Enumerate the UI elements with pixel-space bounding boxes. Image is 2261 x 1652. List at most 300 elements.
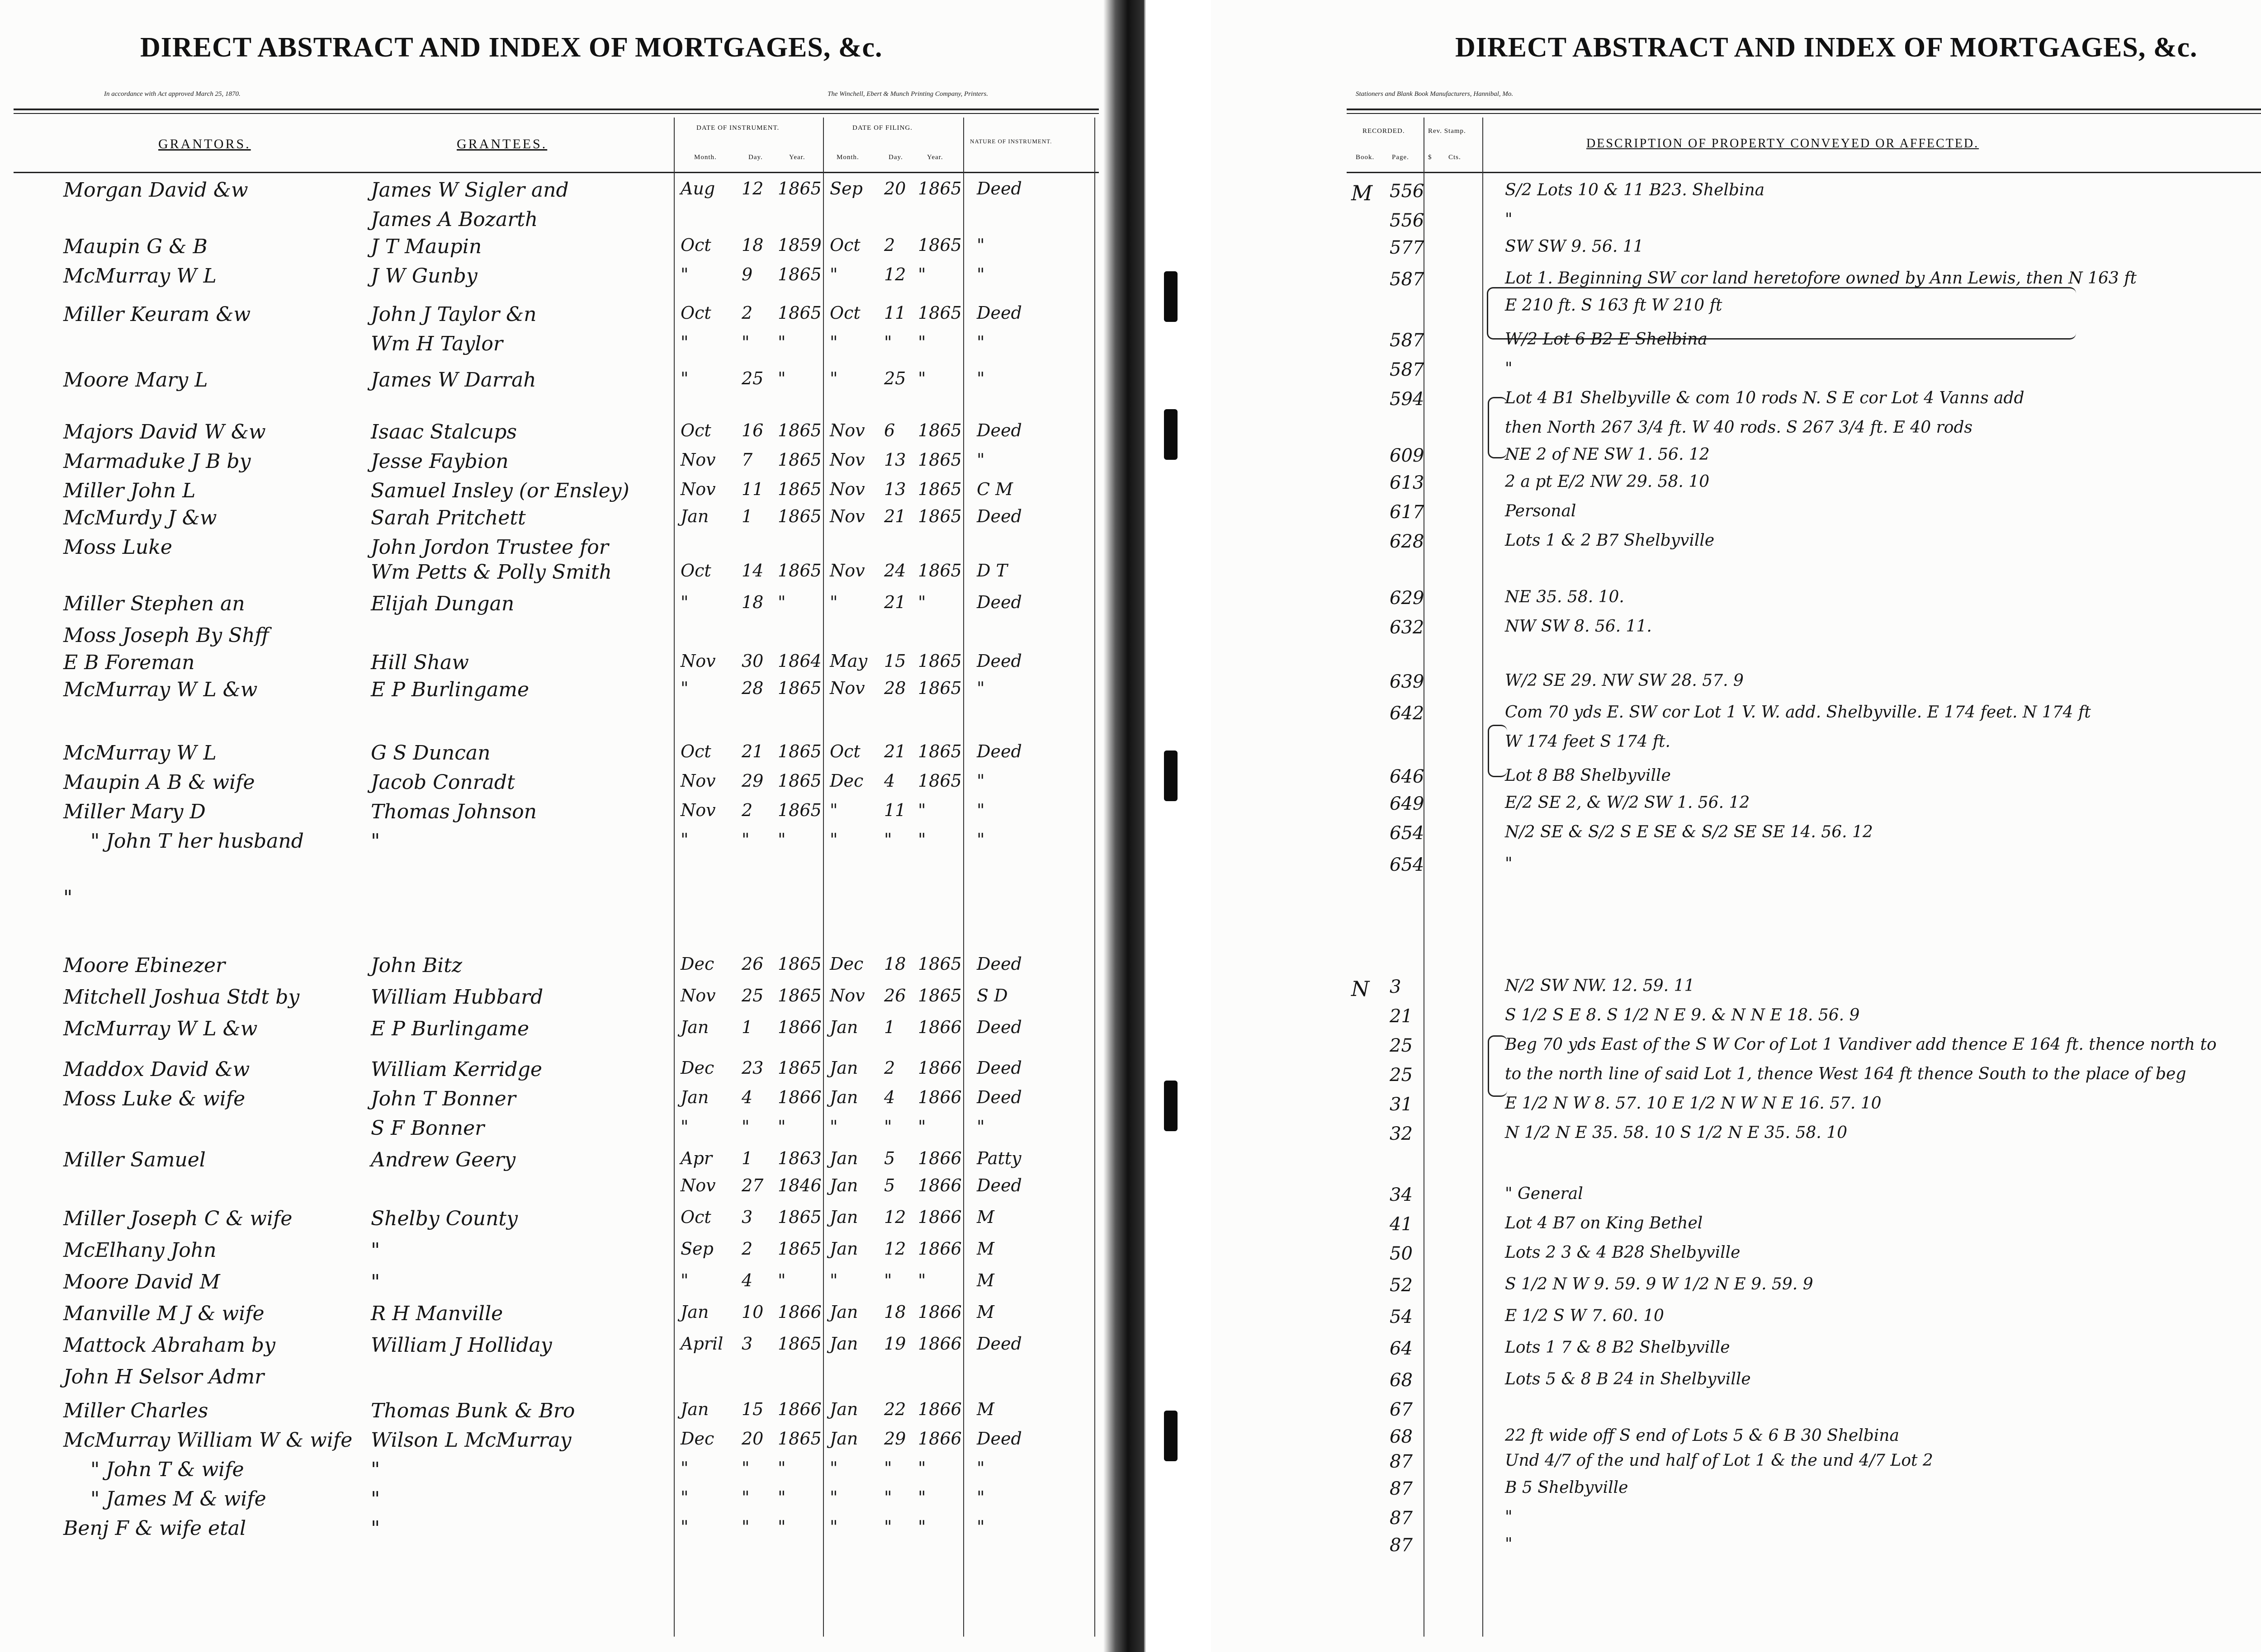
instrument-nature: " [977, 1117, 985, 1137]
header-rule-top-2 [14, 113, 1099, 114]
instrument-nature: Deed [977, 1087, 1022, 1107]
grantee-name: John Bitz [371, 954, 463, 977]
instrument-day: " [742, 1517, 750, 1537]
filing-year: 1865 [918, 235, 962, 255]
instrument-nature: M [977, 1207, 994, 1227]
grantor-name: Maupin A B & wife [63, 771, 255, 794]
filing-day: 22 [884, 1399, 906, 1419]
property-description: " [1505, 210, 1513, 229]
filing-day: 4 [884, 771, 895, 791]
filing-year: 1865 [918, 741, 962, 761]
filing-year: " [918, 1487, 926, 1507]
grantor-name: Moore Ebinezer [63, 954, 226, 977]
filing-day: 13 [884, 479, 906, 499]
act-note: In accordance with Act approved March 25, 1870. [104, 90, 241, 98]
instrument-month: Apr [681, 1148, 712, 1168]
page-number: 25 [1390, 1035, 1413, 1056]
page-number: 629 [1390, 588, 1424, 609]
ledger-row [0, 1517, 1094, 1544]
nature-header: NATURE OF INSTRUMENT. [970, 138, 1052, 145]
ledger-row [0, 1365, 1094, 1392]
page-number: 50 [1390, 1243, 1413, 1264]
instrument-day: 14 [742, 561, 764, 581]
instrument-month: " [681, 678, 689, 698]
page-number: 594 [1390, 389, 1424, 410]
grantee-name: R H Manville [371, 1302, 503, 1325]
filing-month: Oct [830, 303, 861, 323]
binder-hole [1164, 409, 1178, 460]
property-description: W/2 Lot 6 B2 E Shelbina [1505, 330, 1708, 349]
instrument-day: 15 [742, 1399, 764, 1419]
page-number: 52 [1390, 1275, 1413, 1296]
filing-month: Nov [830, 450, 865, 470]
instrument-nature: Deed [977, 179, 1022, 198]
filing-month: " [830, 800, 838, 820]
filing-month: " [830, 592, 838, 612]
grantor-name: Manville M J & wife [63, 1302, 265, 1325]
filing-day: 5 [884, 1175, 895, 1195]
instrument-month: Jan [681, 1399, 709, 1419]
instrument-month: Nov [681, 651, 716, 671]
filing-year: 1866 [918, 1207, 962, 1227]
instrument-nature: " [977, 830, 985, 850]
grantee-name: G S Duncan [371, 741, 491, 765]
grantor-name: McElhany John [63, 1239, 217, 1262]
instrument-year: 1865 [778, 264, 822, 284]
instrument-day: " [742, 830, 750, 850]
filing-day: 11 [884, 800, 906, 820]
grantor-name: McMurray W L [63, 264, 217, 288]
instrument-nature: M [977, 1239, 994, 1259]
filing-year: " [918, 1517, 926, 1537]
filing-year: " [918, 1117, 926, 1137]
ledger-row [0, 479, 1094, 506]
grantee-name: " [371, 1458, 380, 1481]
page-number: 639 [1390, 671, 1424, 692]
binding-shadow [1103, 0, 1144, 1652]
property-description: N 1/2 N E 35. 58. 10 S 1/2 N E 35. 58. 10 [1505, 1123, 1847, 1142]
grantee-name: " [371, 1487, 380, 1510]
grantor-name: Mitchell Joshua Stdt by [63, 986, 300, 1009]
property-description: Lots 5 & 8 B 24 in Shelbyville [1505, 1370, 1751, 1388]
grantors-header: GRANTORS. [158, 137, 251, 151]
ledger-row [0, 624, 1094, 651]
header-rule-top [14, 109, 1099, 110]
page-number: 87 [1390, 1508, 1413, 1529]
grantor-name: McMurray W L &w [63, 1017, 258, 1040]
property-description: Lot 8 B8 Shelbyville [1505, 766, 1671, 785]
binder-hole [1164, 1081, 1178, 1131]
ledger-row [0, 536, 1094, 563]
filing-day: 26 [884, 986, 906, 1005]
instrument-nature: M [977, 1302, 994, 1322]
instrument-nature: " [977, 450, 985, 470]
grantor-name: Moss Luke [63, 536, 172, 559]
property-description: SW SW 9. 56. 11 [1505, 237, 1644, 256]
instrument-month: Dec [681, 1429, 714, 1449]
filing-day: " [884, 332, 892, 352]
ledger-row [0, 800, 1094, 827]
sub-month-1: Month. [694, 154, 717, 161]
instrument-year: 1859 [778, 235, 822, 255]
filing-year: 1866 [918, 1148, 962, 1168]
filing-month: Nov [830, 678, 865, 698]
filing-year: " [918, 264, 926, 284]
grantor-name: Miller John L [63, 479, 196, 502]
page-number: 87 [1390, 1478, 1413, 1499]
ledger-row [0, 561, 1094, 588]
filing-year: " [918, 830, 926, 850]
property-description: E 1/2 S W 7. 60. 10 [1505, 1307, 1664, 1325]
instrument-day: 2 [742, 303, 753, 323]
filing-year: 1865 [918, 450, 962, 470]
property-description: E 210 ft. S 163 ft W 210 ft [1505, 296, 1722, 315]
instrument-day: 25 [742, 368, 764, 388]
ledger-row [0, 450, 1094, 477]
instrument-year: 1866 [778, 1087, 822, 1107]
property-description: N/2 SE & S/2 S E SE & S/2 SE SE 14. 56. 12 [1505, 823, 1873, 841]
grantee-name: S F Bonner [371, 1117, 485, 1140]
filing-month: " [830, 1517, 838, 1537]
sub-cts: Cts. [1448, 154, 1461, 161]
property-description: " [1505, 359, 1513, 378]
filing-month: " [830, 830, 838, 850]
filing-year: 1866 [918, 1334, 962, 1354]
instrument-year: " [778, 830, 786, 850]
filing-year: " [918, 800, 926, 820]
filing-year: 1866 [918, 1058, 962, 1078]
property-description: W/2 SE 29. NW SW 28. 57. 9 [1505, 671, 1744, 690]
grantor-name: McMurray W L &w [63, 678, 258, 701]
instrument-nature: M [977, 1270, 994, 1290]
instrument-month: Aug [681, 179, 715, 198]
filing-year: 1865 [918, 179, 962, 198]
sub-year-2: Year. [927, 154, 943, 161]
instrument-month: April [681, 1334, 724, 1354]
page-number: 68 [1390, 1370, 1413, 1391]
filing-month: Nov [830, 506, 865, 526]
property-description: S 1/2 N W 9. 59. 9 W 1/2 N E 9. 59. 9 [1505, 1275, 1813, 1293]
filing-day: 12 [884, 1239, 906, 1259]
instrument-month: Nov [681, 800, 716, 820]
instrument-nature: C M [977, 479, 1013, 499]
grantor-name: Miller Mary D [63, 800, 206, 823]
page-number: 556 [1390, 210, 1424, 231]
property-description: to the north line of said Lot 1, thence West 164 ft thence South to the place of beg [1505, 1065, 2186, 1083]
instrument-year: 1865 [778, 1429, 822, 1449]
instrument-year: " [778, 1517, 786, 1537]
instrument-month: Oct [681, 1207, 711, 1227]
property-description: S/2 Lots 10 & 11 B23. Shelbina [1505, 181, 1765, 199]
property-description: " [1505, 1508, 1513, 1526]
instrument-year: 1865 [778, 506, 822, 526]
filing-day: " [884, 830, 892, 850]
filing-year: 1866 [918, 1175, 962, 1195]
grantee-name: William Kerridge [371, 1058, 542, 1081]
instrument-month: Jan [681, 1302, 709, 1322]
instrument-nature: Deed [977, 1017, 1022, 1037]
page-number: 87 [1390, 1535, 1413, 1556]
binder-hole [1164, 1411, 1178, 1461]
filing-day: 12 [884, 264, 906, 284]
filing-year: 1865 [918, 303, 962, 323]
page-number: 577 [1390, 237, 1424, 258]
instrument-day: 11 [742, 479, 764, 499]
property-description: NE 2 of NE SW 1. 56. 12 [1505, 445, 1710, 464]
page-number: 54 [1390, 1307, 1413, 1327]
instrument-month: Dec [681, 1058, 714, 1078]
grantee-name: " [371, 1270, 380, 1293]
instrument-nature: Deed [977, 1175, 1022, 1195]
grantee-name: Hill Shaw [371, 651, 469, 674]
grantor-name: Maddox David &w [63, 1058, 250, 1081]
grantee-name: " [371, 1517, 380, 1540]
instrument-day: 3 [742, 1207, 753, 1227]
page-number: 628 [1390, 531, 1424, 552]
page-number: 64 [1390, 1338, 1413, 1359]
filing-day: 29 [884, 1429, 906, 1449]
instrument-day: " [742, 1487, 750, 1507]
filing-day: 12 [884, 1207, 906, 1227]
property-description: " General [1505, 1185, 1583, 1203]
filing-day: 6 [884, 420, 895, 440]
filing-year: 1865 [918, 561, 962, 581]
instrument-month: Nov [681, 771, 716, 791]
page-number: 41 [1390, 1214, 1413, 1235]
instrument-year: 1866 [778, 1017, 822, 1037]
grantor-name: E B Foreman [63, 651, 195, 674]
filing-month: Jan [830, 1207, 858, 1227]
page-number: 587 [1390, 269, 1424, 290]
instrument-month: " [681, 592, 689, 612]
instrument-day: 1 [742, 1148, 753, 1168]
property-description: Lot 4 B1 Shelbyville & com 10 rods N. S E cor Lot 4 Vanns add [1505, 389, 2024, 407]
book-letter: M [1351, 181, 1373, 205]
instrument-nature: Deed [977, 741, 1022, 761]
description-header: DESCRIPTION OF PROPERTY CONVEYED OR AFFECTED. [1586, 137, 1979, 151]
grantor-name: Miller Joseph C & wife [63, 1207, 293, 1230]
instrument-month: Oct [681, 235, 711, 255]
filing-month: May [830, 651, 868, 671]
grantor-name: Mattock Abraham by [63, 1334, 275, 1357]
grantor-name: McMurray William W & wife [63, 1429, 353, 1452]
instrument-year: 1863 [778, 1148, 822, 1168]
instrument-day: " [742, 1117, 750, 1137]
filing-month: Nov [830, 420, 865, 440]
grantee-name: Elijah Dungan [371, 592, 515, 615]
ledger-row [0, 592, 1094, 619]
grantor-name: Miller Stephen an [63, 592, 245, 615]
right-page-title: DIRECT ABSTRACT AND INDEX OF MORTGAGES, &c. [1455, 32, 2198, 63]
instrument-year: 1865 [778, 420, 822, 440]
instrument-day: 29 [742, 771, 764, 791]
filing-day: 2 [884, 1058, 895, 1078]
instrument-nature: D T [977, 561, 1008, 581]
instrument-nature: Deed [977, 651, 1022, 671]
page-number: 556 [1390, 181, 1424, 202]
filing-month: " [830, 332, 838, 352]
page-number: 34 [1390, 1185, 1413, 1205]
grantee-name: Thomas Bunk & Bro [371, 1399, 575, 1422]
sub-month-2: Month. [837, 154, 859, 161]
sub-day-2: Day. [889, 154, 903, 161]
page-number: 642 [1390, 703, 1424, 724]
grantor-name: Maupin G & B [63, 235, 208, 258]
grantee-name: E P Burlingame [371, 678, 530, 701]
instrument-day: 2 [742, 800, 753, 820]
page-number: 87 [1390, 1451, 1413, 1472]
ledger-row [0, 1087, 1094, 1114]
filing-day: " [884, 1458, 892, 1478]
filing-day: 24 [884, 561, 906, 581]
grantee-name: Wm Petts & Polly Smith [371, 561, 612, 584]
property-description: Lot 1. Beginning SW cor land heretofore owned by Ann Lewis, then N 163 ft [1505, 269, 2137, 288]
filing-day: 21 [884, 592, 906, 612]
instrument-month: Dec [681, 954, 714, 974]
ledger-row [0, 1117, 1094, 1144]
ledger-row [0, 235, 1094, 262]
filing-month: " [830, 1270, 838, 1290]
grantor-name: Moore Mary L [63, 368, 208, 392]
rev-stamp-header: Rev. Stamp. [1428, 127, 1466, 135]
instrument-year: 1865 [778, 450, 822, 470]
header-rule-bottom [1347, 172, 2261, 173]
filing-year: 1865 [918, 954, 962, 974]
filing-month: " [830, 264, 838, 284]
book-letter: N [1351, 977, 1370, 1001]
instrument-day: 18 [742, 235, 764, 255]
instrument-day: 30 [742, 651, 764, 671]
instrument-nature: Deed [977, 420, 1022, 440]
instrument-year: 1865 [778, 800, 822, 820]
instrument-nature: " [977, 1517, 985, 1537]
ledger-row [0, 1017, 1094, 1044]
instrument-month: Jan [681, 1017, 709, 1037]
filing-month: " [830, 1458, 838, 1478]
grantee-name: Wilson L McMurray [371, 1429, 572, 1452]
page-number: 587 [1390, 330, 1424, 351]
instrument-month: " [681, 1117, 689, 1137]
ledger-row [0, 771, 1094, 798]
instrument-month: Nov [681, 450, 716, 470]
instrument-month: Oct [681, 420, 711, 440]
instrument-year: " [778, 368, 786, 388]
instrument-month: Jan [681, 1087, 709, 1107]
instrument-nature: " [977, 1487, 985, 1507]
grantor-name: McMurdy J &w [63, 506, 217, 529]
sub-dollars: $ [1428, 154, 1432, 161]
ledger-row [0, 1458, 1094, 1485]
grantor-name: Morgan David &w [63, 179, 248, 202]
instrument-day: 1 [742, 1017, 753, 1037]
grantee-name: Jesse Faybion [371, 450, 509, 473]
filing-day: 1 [884, 1017, 895, 1037]
grantee-name: Sarah Pritchett [371, 506, 526, 529]
instrument-nature: Deed [977, 506, 1022, 526]
filing-month: Dec [830, 954, 864, 974]
instrument-day: 10 [742, 1302, 764, 1322]
instrument-year: " [778, 592, 786, 612]
instrument-month: Nov [681, 986, 716, 1005]
instrument-year: " [778, 332, 786, 352]
instrument-year: 1846 [778, 1175, 822, 1195]
grantor-name: " [63, 886, 73, 909]
property-description: 22 ft wide off S end of Lots 5 & 6 B 30 Shelbina [1505, 1426, 1899, 1445]
ledger-row [0, 678, 1094, 705]
property-description: Lots 1 7 & 8 B2 Shelbyville [1505, 1338, 1730, 1357]
filing-year: 1866 [918, 1429, 962, 1449]
instrument-year: 1866 [778, 1399, 822, 1419]
ledger-row [0, 506, 1094, 533]
grantee-name: Samuel Insley (or Ensley) [371, 479, 629, 502]
entry-bracket [1488, 1035, 1507, 1097]
instrument-nature: " [977, 800, 985, 820]
entry-bracket [1488, 725, 1507, 777]
property-description: E 1/2 N W 8. 57. 10 E 1/2 N W N E 16. 57. 10 [1505, 1094, 1882, 1113]
page-number: 654 [1390, 823, 1424, 844]
instrument-year: 1865 [778, 954, 822, 974]
instrument-year: 1865 [778, 741, 822, 761]
ledger-row [0, 1302, 1094, 1329]
sub-book: Book. [1356, 154, 1375, 161]
instrument-year: 1865 [778, 1334, 822, 1354]
filing-day: 21 [884, 741, 906, 761]
binding-gap [1144, 0, 1212, 1652]
grantor-name: Miller Keuram &w [63, 303, 251, 326]
ledger-row [0, 368, 1094, 396]
instrument-year: 1865 [778, 1207, 822, 1227]
filing-year: " [918, 332, 926, 352]
filing-year: 1865 [918, 479, 962, 499]
instrument-day: 1 [742, 506, 753, 526]
instrument-day: 20 [742, 1429, 764, 1449]
instrument-month: " [681, 1458, 689, 1478]
filing-year: 1866 [918, 1239, 962, 1259]
instrument-nature: " [977, 771, 985, 791]
instrument-nature: Deed [977, 303, 1022, 323]
page-number: 609 [1390, 445, 1424, 466]
grantee-name: James W Darrah [371, 368, 536, 392]
grantee-name: John J Taylor &n [371, 303, 537, 326]
filing-day: " [884, 1117, 892, 1137]
filing-day: " [884, 1517, 892, 1537]
left-ledger-page [0, 0, 1117, 1652]
grantee-name: " [371, 830, 380, 853]
ledger-row [0, 830, 1094, 857]
instrument-nature: " [977, 1458, 985, 1478]
ledger-row [0, 332, 1094, 359]
filing-year: 1865 [918, 771, 962, 791]
instrument-day: 4 [742, 1087, 753, 1107]
grantee-name: John T Bonner [371, 1087, 516, 1110]
property-description: " [1505, 854, 1513, 873]
filing-day: 21 [884, 506, 906, 526]
date-filing-header: DATE OF FILING. [852, 124, 913, 132]
page-number: 25 [1390, 1065, 1413, 1086]
sub-year-1: Year. [789, 154, 805, 161]
ledger-row [0, 1175, 1094, 1203]
ledger-row [0, 303, 1094, 330]
instrument-nature: Deed [977, 954, 1022, 974]
filing-day: 20 [884, 179, 906, 198]
page-number: 32 [1390, 1123, 1413, 1144]
property-description: Lots 1 & 2 B7 Shelbyville [1505, 531, 1715, 550]
filing-month: Nov [830, 986, 865, 1005]
grantees-header: GRANTEES. [457, 137, 548, 151]
filing-year: 1865 [918, 986, 962, 1005]
grantee-name: William J Holliday [371, 1334, 552, 1357]
filing-month: " [830, 368, 838, 388]
